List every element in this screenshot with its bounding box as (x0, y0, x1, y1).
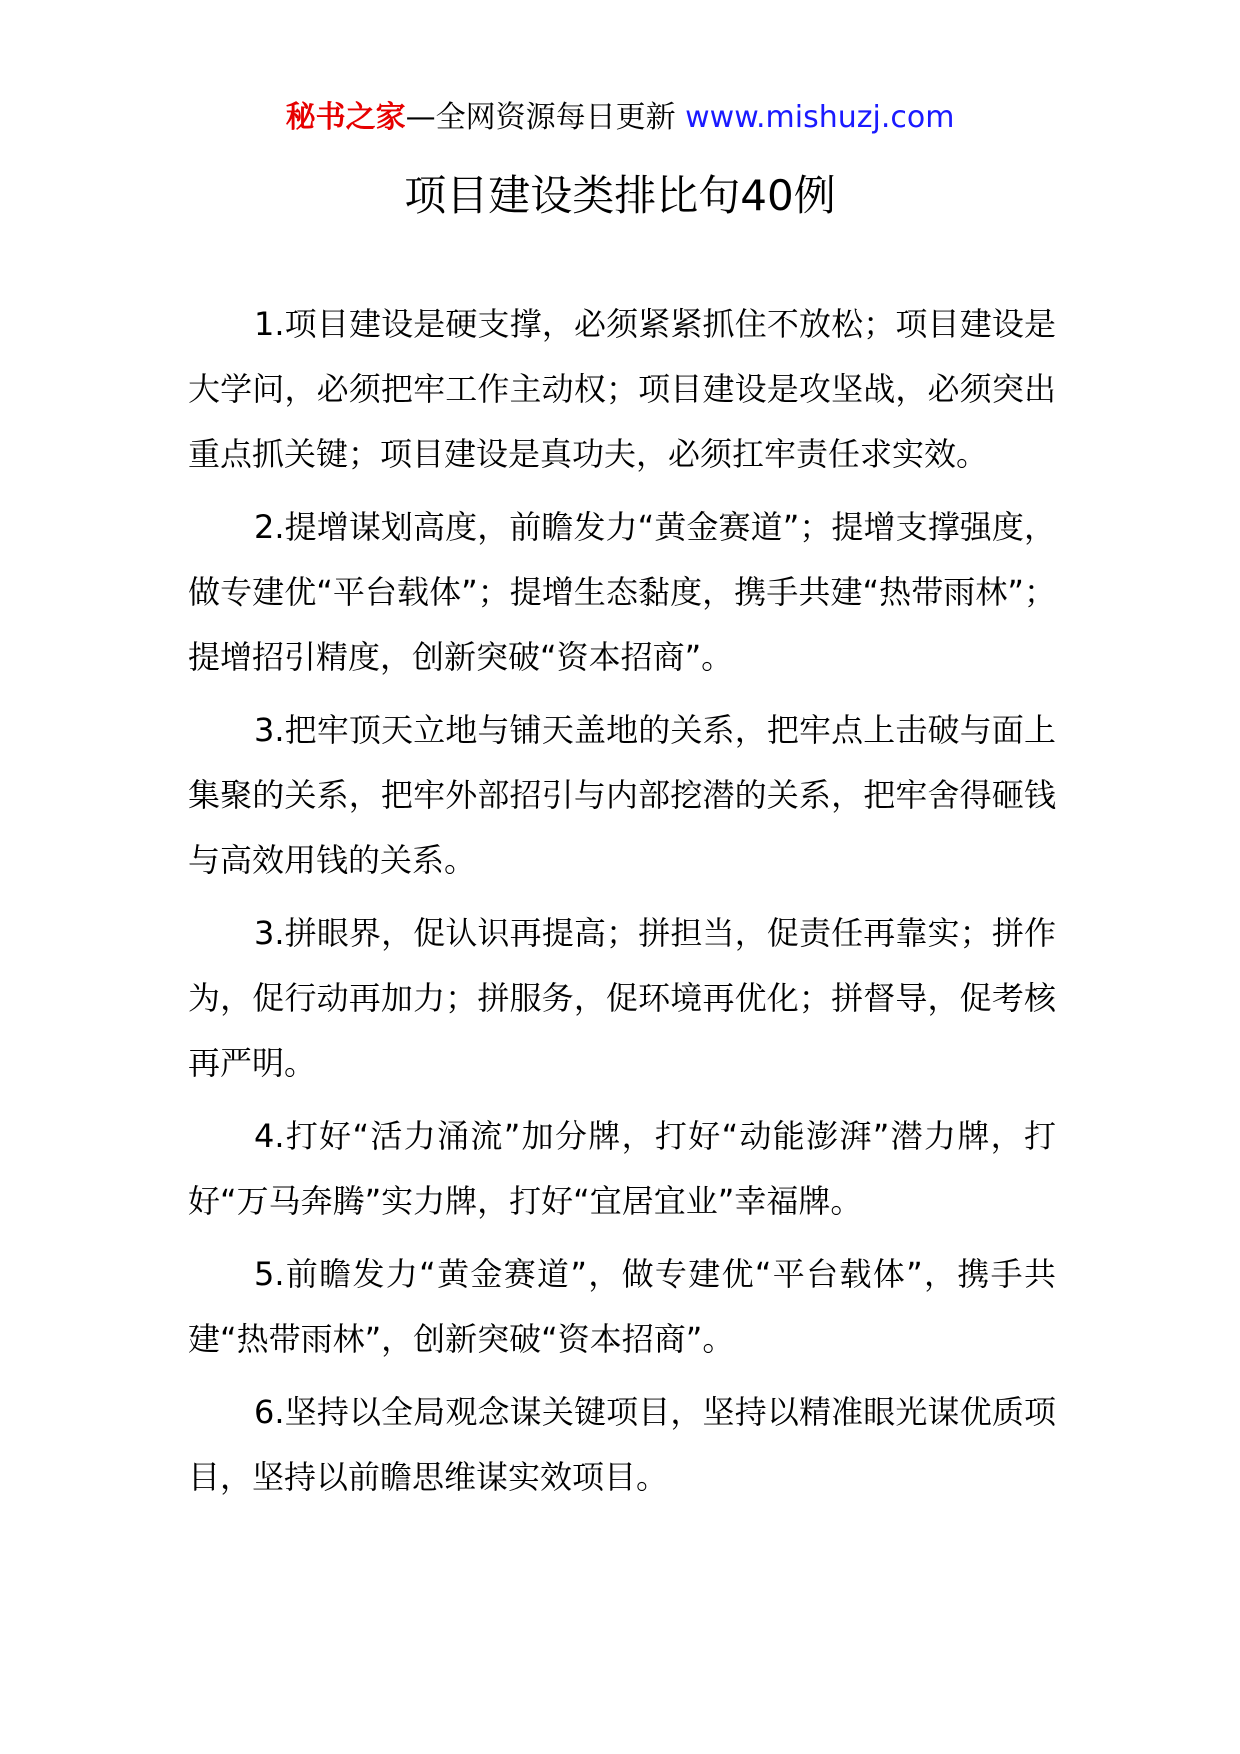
site-url-link[interactable]: www.mishuzj.com (685, 100, 955, 135)
site-brand: 秘书之家 (285, 100, 406, 135)
site-tagline: —全网资源每日更新 (405, 100, 676, 135)
paragraph-item-4: 4.打好“活力涌流”加分牌，打好“动能澎湃”潜力牌，打好“万马奔腾”实力牌，打好“宜居宜业”幸福牌。 (188, 1117, 1056, 1220)
paragraph-item-2: 2.提增谋划高度，前瞻发力“黄金赛道”；提增支撑强度，做专建优“平台载体”；提增生态黏度，携手共建“热带雨林”；提增招引精度，创新突破“资本招商”。 (188, 508, 1056, 676)
paragraph-item-3a: 3.把牢顶天立地与铺天盖地的关系，把牢点上击破与面上集聚的关系，把牢外部招引与内部挖潜的关系，把牢舍得砸钱与高效用钱的关系。 (188, 711, 1056, 879)
document-body (188, 292, 1056, 1518)
paragraph-item-3b: 3.拼眼界，促认识再提高；拼担当，促责任再靠实；拼作为，促行动再加力；拼服务，促环境再优化；拼督导，促考核再严明。 (188, 914, 1056, 1082)
paragraph-item-6: 6.坚持以全局观念谋关键项目，坚持以精准眼光谋优质项目，坚持以前瞻思维谋实效项目。 (188, 1393, 1056, 1496)
document-title: 项目建设类排比句40例 (404, 171, 836, 220)
site-header (0, 98, 1240, 138)
paragraph-item-1: 1.项目建设是硬支撑，必须紧紧抓住不放松；项目建设是大学问，必须把牢工作主动权；项目建设是攻坚战，必须突出重点抓关键；项目建设是真功夫，必须扛牢责任求实效。 (188, 305, 1056, 473)
paragraph-item-5: 5.前瞻发力“黄金赛道”，做专建优“平台载体”，携手共建“热带雨林”，创新突破“资本招商”。 (188, 1255, 1056, 1358)
